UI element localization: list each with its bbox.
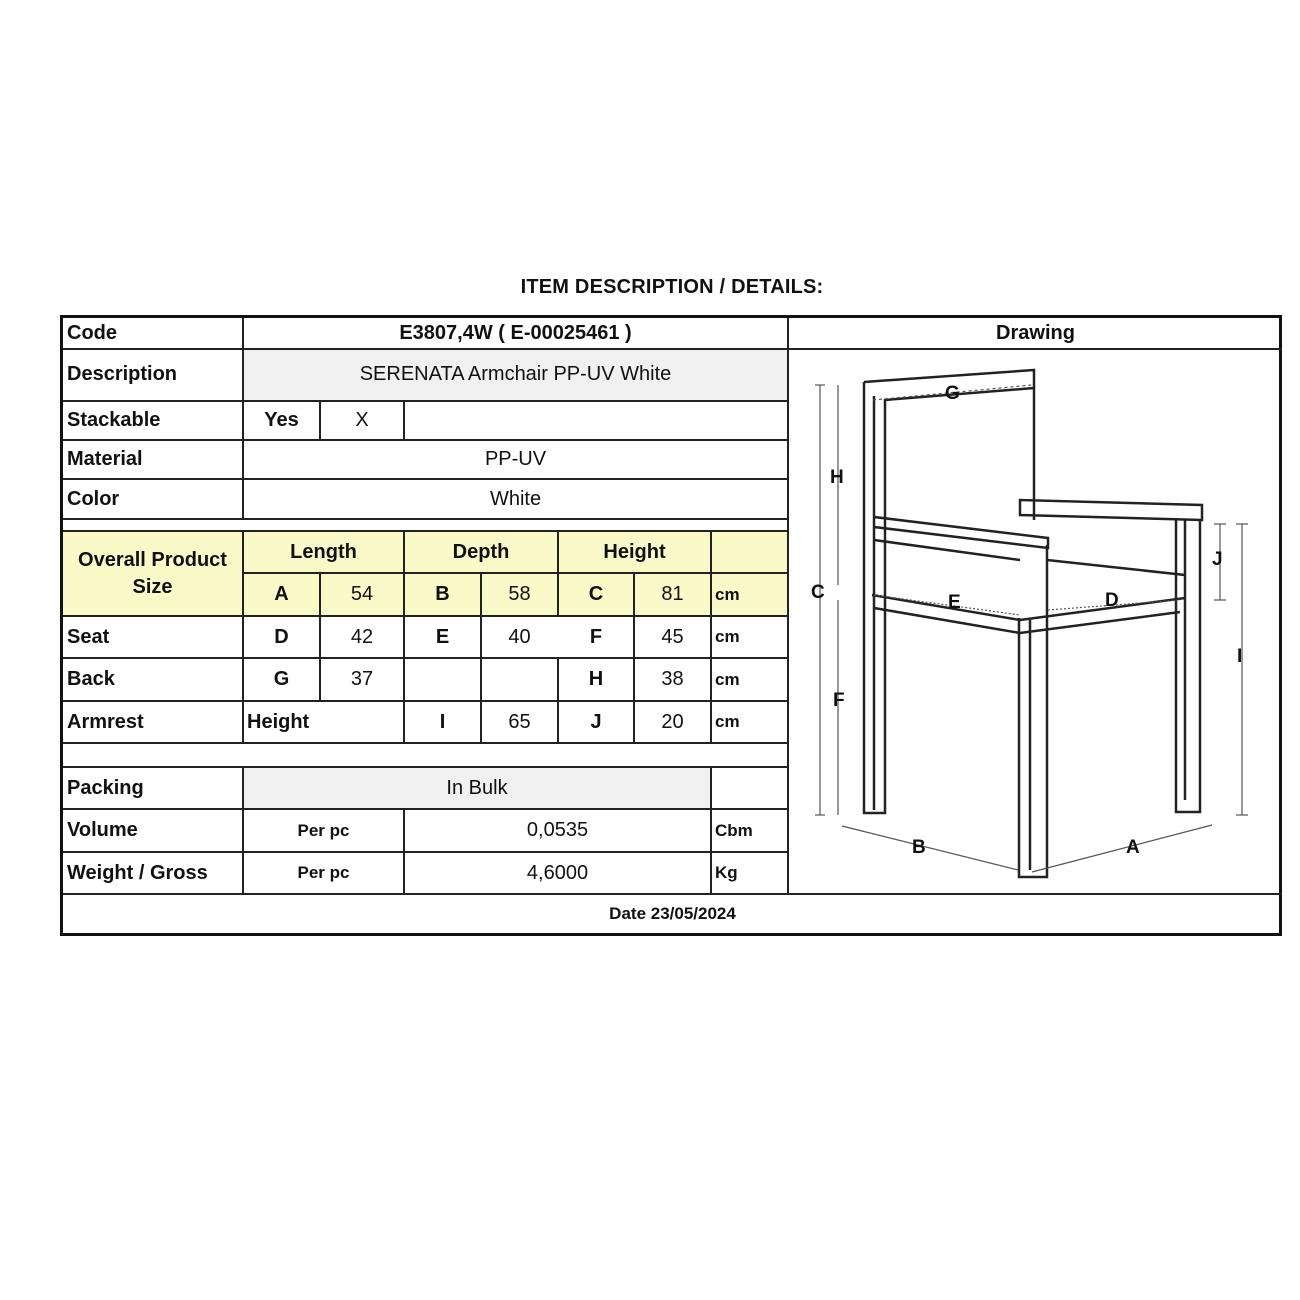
drawing-letter-j: J [1212,549,1223,570]
back-label: Back [67,668,115,690]
code-label: Code [67,322,117,344]
stackable-label: Stackable [67,409,161,431]
armrest-label: Armrest [67,710,144,733]
drawing-header: Drawing [996,322,1075,344]
size-unit: cm [715,584,740,604]
weight-per: Per pc [297,863,350,882]
size-value-b: 58 [508,583,531,605]
armrest-height-label: Height [247,710,310,733]
drawing-letter-i: I [1237,646,1243,667]
volume-label: Volume [67,819,138,841]
color-value: White [489,487,542,510]
packing-label: Packing [67,776,144,799]
weight-label: Weight / Gross [67,861,208,884]
date-footer: Date 23/05/2024 [609,904,736,923]
volume-value: 0,0535 [526,819,589,841]
size-letter-c: C [588,583,604,605]
armrest-unit: cm [715,712,740,731]
drawing-letter-c: C [811,582,825,603]
stackable-mark: X [355,409,369,431]
armrest-letter-j: J [590,710,602,733]
seat-unit: cm [715,627,740,646]
drawing-letter-e: E [948,592,961,613]
seat-letter-e: E [435,625,450,648]
seat-letter-d: D [274,625,289,648]
armrest-value-i: 65 [508,710,531,733]
seat-value-d: 42 [350,625,374,648]
size-letter-a: A [274,583,289,605]
weight-value: 4,6000 [526,861,589,884]
volume-unit: Cbm [715,820,753,840]
seat-value-e: 40 [508,625,531,648]
drawing-letter-g: G [945,383,960,404]
armrest-value-j: 20 [661,710,684,733]
depth-header: Depth [452,540,510,563]
size-value-a: 54 [350,583,374,605]
drawing-letter-d: D [1105,590,1119,611]
weight-unit: Kg [715,863,738,882]
length-header: Length [290,540,357,563]
page-title: ITEM DESCRIPTION / DETAILS: [520,276,824,298]
stackable-yes-label: Yes [264,409,299,431]
seat-value-f: 45 [661,625,684,648]
back-unit: cm [715,669,740,689]
height-header: Height [603,540,666,563]
description-label: Description [67,363,178,385]
description-value: SERENATA Armchair PP-UV White [359,363,672,385]
drawing-letter-f: F [833,690,845,711]
back-letter-g: G [273,668,290,690]
seat-label: Seat [67,625,110,648]
back-letter-h: H [588,668,604,690]
back-value-g: 37 [350,668,374,690]
color-label: Color [67,487,120,510]
size-value-c: 81 [661,583,684,605]
code-value: E3807,4W ( E-00025461 ) [399,322,632,344]
material-value: PP-UV [484,448,547,470]
drawing-letter-h: H [830,467,844,488]
overall-size-label-line2: Size [132,575,173,598]
packing-value: In Bulk [446,776,508,799]
overall-size-label-line1: Overall Product [78,548,227,571]
seat-letter-f: F [589,625,603,648]
back-value-h: 38 [661,668,684,690]
armrest-letter-i: I [439,710,446,733]
material-label: Material [67,448,143,470]
volume-per: Per pc [297,820,350,840]
drawing-letter-b: B [912,837,926,858]
size-letter-b: B [435,583,450,605]
chair-frame [864,370,1202,877]
dimension-lines [815,385,1248,872]
drawing-letter-a: A [1126,837,1140,858]
